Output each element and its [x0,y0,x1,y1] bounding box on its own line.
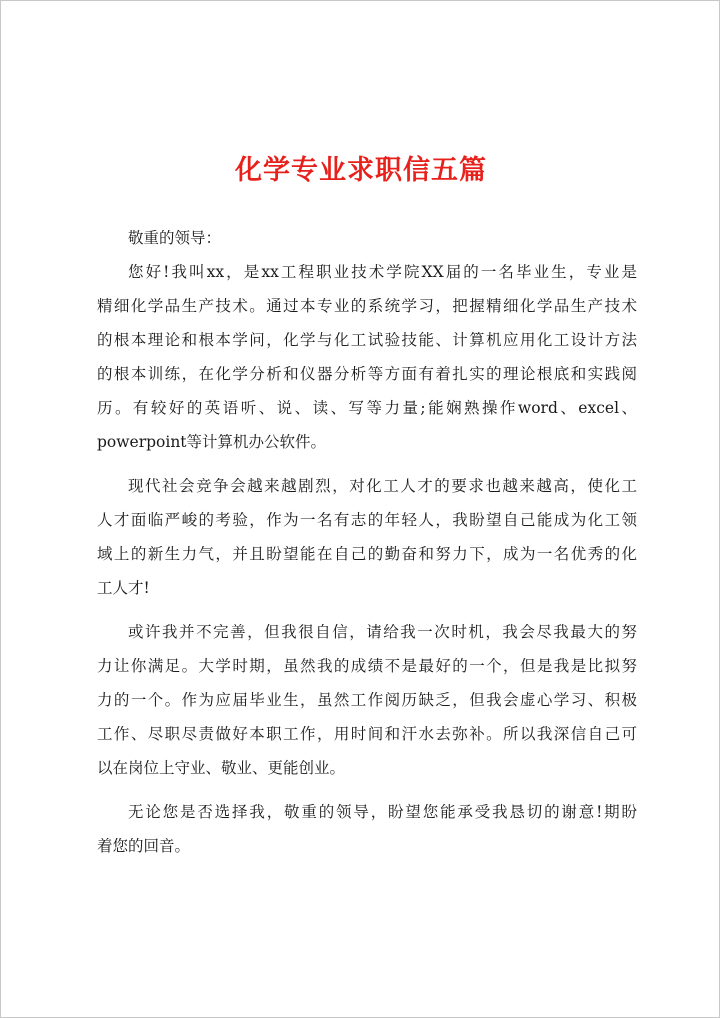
paragraph-line: 人才面临严峻的考验，作为一名有志的年轻人，我盼望自己能成为化工领 [97,511,637,529]
letter-body [97,221,637,863]
paragraph-2 [97,469,637,605]
paragraph-line: 着您的回音。 [97,837,191,855]
paragraph-line: 的根本训练，在化学分析和仪器分析等方面有着扎实的理论根底和实践阅 [97,365,637,383]
paragraph-line: 力的一个。作为应届毕业生，虽然工作阅历缺乏，但我会虚心学习、积极 [97,691,637,709]
paragraph-line: 无论您是否选择我，敬重的领导，盼望您能承受我恳切的谢意!期盼 [128,803,637,821]
paragraph-line: 的根本理论和根本学问，化学与化工试验技能、计算机应用化工设计方法 [97,331,637,349]
paragraph-line: 历。有较好的英语听、说、读、写等力量;能娴熟操作word、excel、 [97,399,637,417]
salutation: 敬重的领导： [128,229,222,247]
paragraph-line: 工作、尽职尽责做好本职工作，用时间和汗水去弥补。所以我深信自己可 [97,725,637,743]
paragraph-line: 现代社会竞争会越来越剧烈，对化工人才的要求也越来越高，使化工 [128,477,637,495]
paragraph-line: 力让你满足。大学时期，虽然我的成绩不是最好的一个，但是我是比拟努 [97,657,637,675]
paragraph-line: 以在岗位上守业、敬业、更能创业。 [97,759,346,777]
paragraph-3 [97,615,637,785]
paragraph-1 [97,255,637,459]
paragraph-line: 或许我并不完善，但我很自信，请给我一次时机，我会尽我最大的努 [128,623,637,641]
paragraph-line: 域上的新生力气，并且盼望能在自己的勤奋和努力下，成为一名优秀的化 [97,545,637,563]
paragraph-line: 工人才! [97,579,150,597]
paragraph-4 [97,795,637,863]
paragraph-line: 您好!我叫xx，是xx工程职业技术学院XX届的一名毕业生，专业是 [128,263,637,281]
document-title: 化学专业求职信五篇 [235,155,487,186]
paragraph-line: 精细化学品生产技术。通过本专业的系统学习，把握精细化学品生产技术 [97,297,637,315]
paragraph-line: powerpoint等计算机办公软件。 [97,433,327,451]
